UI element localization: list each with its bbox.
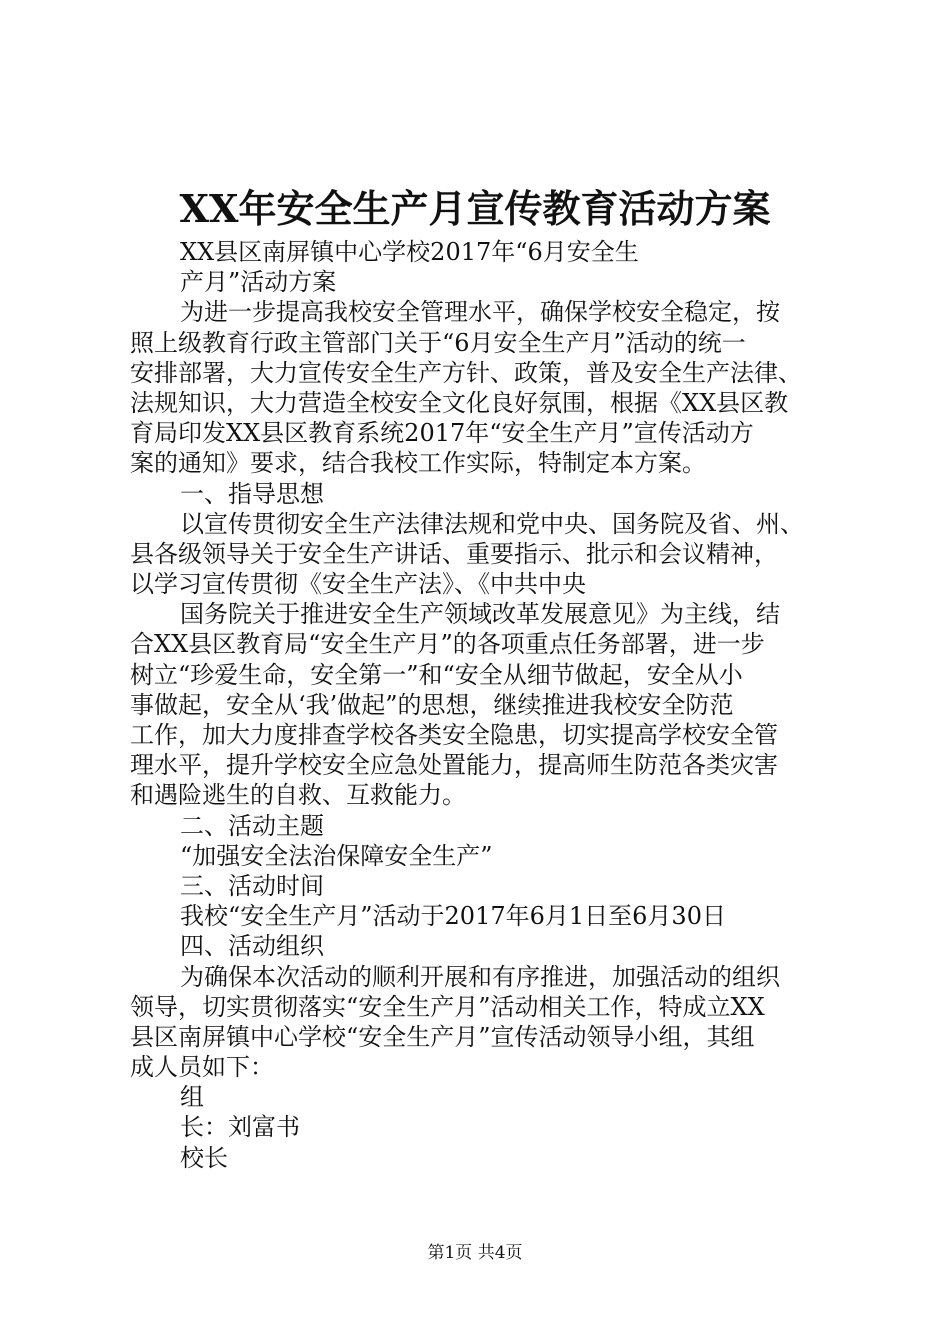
- text-line: 为确保本次活动的顺利开展和有序推进，加强活动的组织: [180, 962, 780, 991]
- text-line: 照上级教育行政主管部门关于“6月安全生产月”活动的统一: [130, 328, 746, 357]
- text-line: 案的通知》要求，结合我校工作实际，特制定本方案。: [130, 449, 706, 478]
- page-footer: 第1页 共4页: [427, 1243, 523, 1263]
- text-line: 树立“珍爱生命，安全第一”和“安全从细节做起，安全从小: [130, 660, 743, 689]
- text-line: 以学习宣传贯彻《安全生产法》、《中共中央: [130, 570, 586, 599]
- text-line: 组: [180, 1083, 204, 1112]
- text-line: 育局印发XX县区教育系统2017年“安全生产月”宣传活动方: [130, 419, 754, 448]
- document-body: [130, 237, 835, 1173]
- text-line: 法规知识，大力营造全校安全文化良好氛围，根据《XX县区教: [130, 388, 789, 417]
- text-line: 县各级领导关于安全生产讲话、重要指示、批示和会议精神，: [130, 539, 778, 568]
- text-line: 长：刘富书: [180, 1113, 300, 1142]
- text-line: 领导，切实贯彻落实“安全生产月”活动相关工作，特成立XX: [130, 992, 765, 1021]
- text-line: 安排部署，大力宣传安全生产方针、政策，普及安全生产法律、: [130, 358, 802, 387]
- text-line: 一、指导思想: [180, 479, 324, 508]
- text-line: XX县区南屏镇中心学校2017年“6月安全生: [180, 238, 639, 266]
- text-line: 二、活动主题: [180, 811, 324, 840]
- text-line: 四、活动组织: [180, 932, 324, 961]
- text-line: 合XX县区教育局“安全生产月”的各项重点任务部署，进一步: [130, 630, 765, 659]
- text-line: 事做起，安全从‘我’做起”的思想，继续推进我校安全防范: [130, 690, 734, 719]
- text-line: 为进一步提高我校安全管理水平，确保学校安全稳定，按: [180, 298, 780, 327]
- text-line: “加强安全法治保障安全生产”: [180, 841, 493, 870]
- text-line: 工作，加大力度排查学校各类安全隐患，切实提高学校安全管: [130, 721, 778, 749]
- text-line: 产月”活动方案: [180, 268, 337, 297]
- text-line: 成人员如下：: [130, 1053, 274, 1082]
- text-line: 县区南屏镇中心学校“安全生产月”宣传活动领导小组，其组: [130, 1022, 755, 1051]
- text-line: 校长: [180, 1143, 228, 1172]
- text-line: 三、活动时间: [180, 871, 324, 900]
- text-line: 国务院关于推进安全生产领域改革发展意见》为主线，结: [180, 600, 780, 629]
- text-line: 和遇险逃生的自救、互救能力。: [130, 781, 466, 810]
- text-line: 理水平，提升学校安全应急处置能力，提高师生防范各类灾害: [130, 751, 778, 780]
- text-line: 我校“安全生产月”活动于2017年6月1日至6月30日: [180, 902, 726, 931]
- document-title: XX年安全生产月宣传教育活动方案: [179, 186, 771, 231]
- text-line: 以宣传贯彻安全生产法律法规和党中央、国务院及省、州、: [180, 509, 804, 538]
